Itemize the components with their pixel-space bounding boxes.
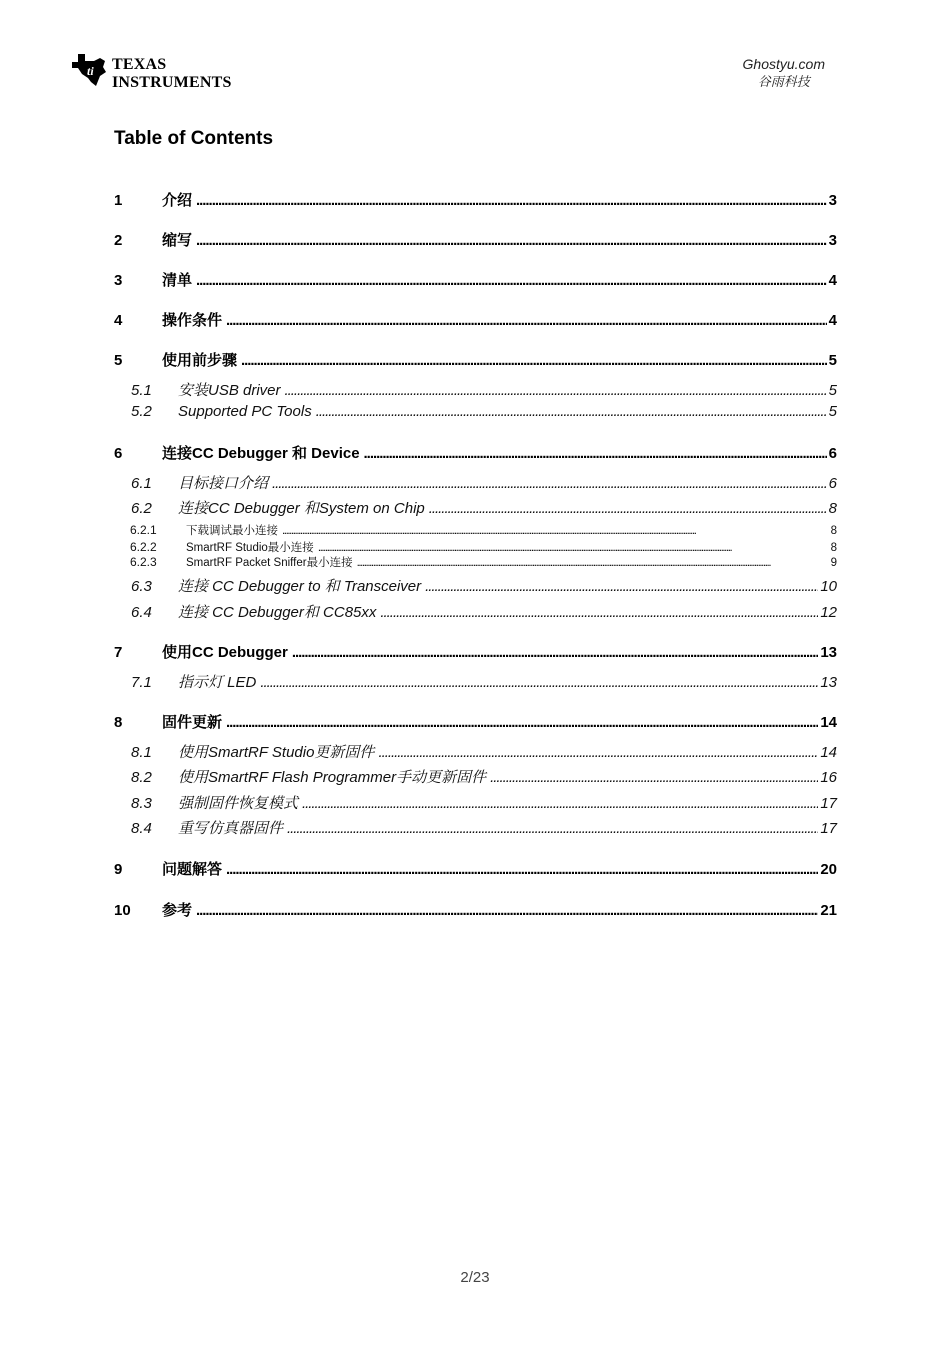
toc-entry-number: 1 [114, 192, 123, 209]
toc-entry[interactable] [131, 792, 837, 813]
toc-entry-title: 强制固件恢复模式 [178, 795, 299, 812]
toc-entry-title: 目标接口介绍 [178, 475, 269, 492]
toc-entry-title: 使用SmartRF Studio更新固件 [178, 744, 375, 761]
dot-leader [260, 674, 818, 691]
site-name: Ghostyu.com [742, 56, 825, 72]
toc-entry-title: 问题解答 [162, 861, 223, 878]
toc-entry[interactable] [114, 899, 837, 920]
svg-text:ti: ti [87, 64, 94, 78]
toc-entry-number: 6.2.2 [130, 540, 157, 554]
toc-entry-title: 清单 [162, 272, 193, 289]
toc-entry-page: 6 [828, 445, 837, 462]
toc-entry[interactable] [114, 711, 837, 732]
dot-leader [302, 795, 818, 812]
toc-entry-number: 8.3 [131, 795, 152, 812]
dot-leader [241, 352, 827, 369]
toc-entry-title: SmartRF Packet Sniffer最小连接 [186, 557, 353, 569]
toc-entry-number: 5.2 [131, 403, 152, 420]
toc-entry-number: 3 [114, 272, 123, 289]
toc-entry-page: 17 [820, 795, 837, 812]
toc-entry[interactable] [131, 817, 837, 838]
toc-entry-page: 5 [828, 382, 837, 399]
toc-entry[interactable] [131, 379, 837, 400]
dot-leader [287, 820, 818, 837]
toc-entry-title: 安装USB driver [178, 382, 281, 399]
toc-entry[interactable] [131, 472, 837, 493]
toc-entry[interactable] [131, 403, 837, 420]
toc-entry-title: 下载调试最小连接 [186, 525, 278, 537]
toc-entry[interactable] [130, 554, 837, 570]
toc-entry-number: 6.1 [131, 475, 152, 492]
dot-leader [378, 744, 818, 761]
toc-entry-number: 9 [114, 861, 123, 878]
toc-entry-page: 8 [830, 542, 837, 554]
toc-entry-title: 连接CC Debugger 和System on Chip [178, 500, 425, 517]
toc-entry[interactable] [131, 497, 837, 518]
dot-leader [226, 714, 818, 731]
dot-leader [282, 525, 829, 537]
toc-entry-title: 使用前步骤 [162, 352, 238, 369]
toc-entry-page: 4 [828, 272, 837, 289]
toc-entry-number: 10 [114, 902, 131, 919]
toc-entry-title: SmartRF Studio最小连接 [186, 542, 314, 554]
toc-entry-page: 10 [820, 578, 837, 595]
toc-entry-page: 8 [830, 525, 837, 537]
toc-entry-page: 20 [820, 861, 837, 878]
dot-leader [292, 644, 818, 661]
dot-leader [490, 769, 818, 786]
toc-entry-title: 连接 CC Debugger和 CC85xx [178, 604, 377, 621]
toc-entry-number: 2 [114, 232, 123, 249]
toc-entry[interactable] [114, 349, 837, 370]
toc-entry[interactable] [114, 269, 837, 290]
dot-leader [364, 445, 827, 462]
toc-entry-number: 6.2 [131, 500, 152, 517]
dot-leader [380, 604, 818, 621]
toc-entry-title: Supported PC Tools [178, 403, 312, 420]
toc-entry-page: 9 [830, 557, 837, 569]
toc-entry-page: 4 [828, 312, 837, 329]
toc-entry-number: 4 [114, 312, 123, 329]
toc-entry-number: 8.4 [131, 820, 152, 837]
toc-entry-title: 连接CC Debugger 和 Device [162, 445, 360, 462]
dot-leader [357, 557, 829, 569]
toc-entry[interactable] [130, 539, 837, 555]
toc-entry-title: 使用CC Debugger [162, 644, 288, 661]
toc-entry-number: 6 [114, 445, 123, 462]
toc-entry[interactable] [131, 601, 837, 622]
toc-entry-page: 14 [820, 714, 837, 731]
dot-leader [196, 192, 827, 209]
dot-leader [196, 272, 827, 289]
toc-entry-page: 6 [828, 475, 837, 492]
toc-entry-number: 8.2 [131, 769, 152, 786]
toc-entry-title: 指示灯 LED [178, 674, 257, 691]
toc-entry[interactable] [114, 309, 837, 330]
toc-entry[interactable] [131, 766, 837, 787]
toc-entry[interactable] [131, 741, 837, 762]
toc-entry[interactable] [114, 641, 837, 662]
toc-entry-page: 14 [820, 744, 837, 761]
toc-entry-page: 5 [828, 403, 837, 420]
toc-entry-number: 5 [114, 352, 123, 369]
toc-entry-page: 8 [828, 500, 837, 517]
toc-entry-page: 3 [828, 232, 837, 249]
toc-entry[interactable] [114, 189, 837, 210]
toc-entry-title: 重写仿真器固件 [178, 820, 284, 837]
page-indicator: 2/23 [460, 1269, 490, 1286]
dot-leader [196, 902, 818, 919]
dot-leader [272, 475, 827, 492]
dot-leader [285, 382, 827, 399]
logo-line1: TEXAS [112, 56, 167, 73]
toc-entry-number: 5.1 [131, 382, 152, 399]
toc-entry-page: 3 [828, 192, 837, 209]
toc-entry-title: 固件更新 [162, 714, 223, 731]
toc-entry-title: 操作条件 [162, 312, 223, 329]
dot-leader [226, 312, 827, 329]
logo-line2: INSTRUMENTS [112, 74, 232, 91]
dot-leader [429, 500, 827, 517]
toc-entry-number: 6.3 [131, 578, 152, 595]
toc-entry-number: 6.2.3 [130, 555, 157, 569]
toc-entry[interactable] [114, 858, 837, 879]
toc-entry-page: 5 [828, 352, 837, 369]
toc-entry-title: 连接 CC Debugger to 和 Transceiver [178, 578, 422, 595]
toc-entry-page: 13 [820, 674, 837, 691]
toc-entry[interactable] [114, 442, 837, 463]
toc-entry-title: 参考 [162, 902, 193, 919]
toc-entry-title: 介绍 [162, 192, 193, 209]
toc-entry-page: 17 [820, 820, 837, 837]
toc-title: Table of Contents [114, 128, 274, 149]
toc-entry[interactable] [114, 229, 837, 250]
dot-leader [316, 403, 827, 420]
toc-entry-number: 8 [114, 714, 123, 731]
toc-entry-number: 7 [114, 644, 123, 661]
dot-leader [226, 861, 818, 878]
toc-entry-title: 缩写 [162, 232, 193, 249]
toc-entry-page: 12 [820, 604, 837, 621]
toc-entry-number: 6.2.1 [130, 523, 157, 537]
toc-entry-number: 6.4 [131, 604, 152, 621]
toc-entry[interactable] [131, 671, 837, 692]
toc-entry-number: 7.1 [131, 674, 152, 691]
dot-leader [318, 542, 829, 554]
site-sub: 谷雨科技 [757, 74, 810, 89]
toc-entry-page: 13 [820, 644, 837, 661]
dot-leader [425, 578, 818, 595]
toc-entry-number: 8.1 [131, 744, 152, 761]
toc-entry-page: 16 [820, 769, 837, 786]
toc-entry-page: 21 [820, 902, 837, 919]
dot-leader [196, 232, 827, 249]
toc-entry-title: 使用SmartRF Flash Programmer手动更新固件 [178, 769, 487, 786]
toc-entry[interactable] [130, 522, 837, 538]
toc-entry[interactable] [131, 575, 837, 596]
